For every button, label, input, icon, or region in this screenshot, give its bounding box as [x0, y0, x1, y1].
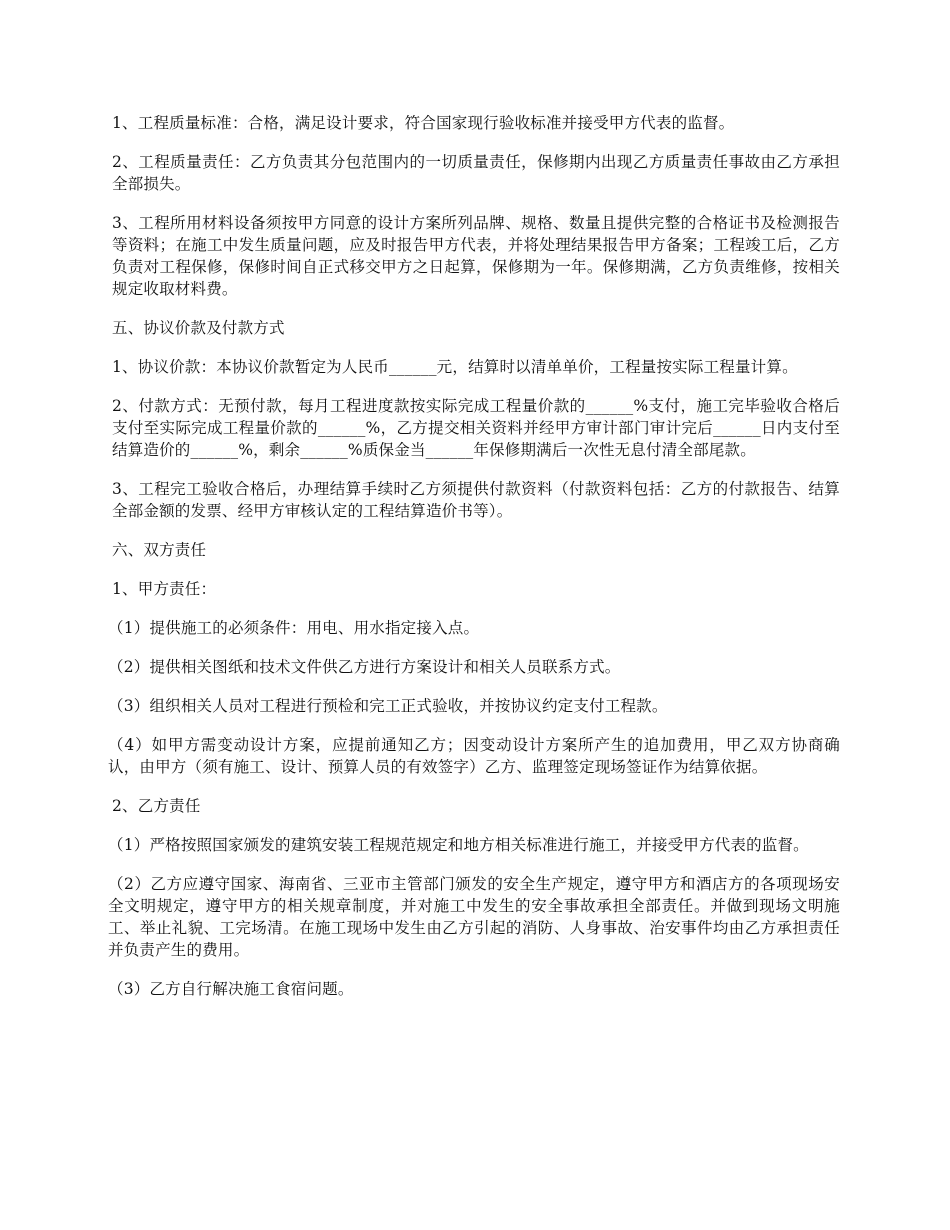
- agreement-price-paragraph: 1、协议价款：本协议价款暂定为人民币______元，结算时以清单单价，工程量按实际工程量计算。: [112, 358, 798, 376]
- section-heading-price-payment: 五、协议价款及付款方式: [112, 319, 285, 337]
- document-page: [108, 112, 840, 1017]
- party-b-responsibility-heading: 2、乙方责任: [112, 797, 201, 815]
- quality-standard-paragraph: 1、工程质量标准：合格，满足设计要求，符合国家现行验收标准并接受甲方代表的监督。: [112, 114, 735, 132]
- materials-warranty-paragraph: 3、工程所用材料设备须按甲方同意的设计方案所列品牌、规格、数量且提供完整的合格证书及检测报告等资料；在施工中发生质量问题，应及时报告甲方代表，并将处理结果报告甲方备案；工程竣工后，乙方负责对工程保修，保修时间自正式移交甲方之日起算，保修期为一年。保修期满，乙方负责维修，按相关规定收取材料费。: [112, 214, 840, 298]
- party-a-item-2: （2）提供相关图纸和技术文件供乙方进行方案设计和相关人员联系方式。: [108, 658, 621, 676]
- section-heading-responsibilities: 六、双方责任: [112, 541, 207, 559]
- party-b-item-1: （1）严格按照国家颁发的建筑安装工程规范规定和地方相关标准进行施工，并接受甲方代表的监督。: [108, 836, 809, 854]
- party-a-item-1: （1）提供施工的必须条件：用电、用水指定接入点。: [108, 619, 480, 637]
- party-b-item-3: （3）乙方自行解决施工食宿问题。: [108, 980, 354, 998]
- party-a-item-4: （4）如甲方需变动设计方案，应提前通知乙方；因变动设计方案所产生的追加费用，甲乙双方协商确认，由甲方（须有施工、设计、预算人员的有效签字）乙方、监理签定现场签证作为结算依据。: [108, 736, 840, 776]
- party-a-responsibility-heading: 1、甲方责任：: [112, 580, 217, 598]
- party-a-item-3: （3）组织相关人员对工程进行预检和完工正式验收，并按协议约定支付工程款。: [108, 697, 668, 715]
- payment-method-paragraph: 2、付款方式：无预付款，每月工程进度款按实际完成工程量价款的______%支付，施工完毕验收合格后支付至实际完成工程量价款的______%，乙方提交相关资料并经甲方审计部门审计完后______日内支付至结算造价的______%，剩余______%质保金当______年保修期满后一次性无息付清全部尾款。: [112, 397, 840, 459]
- settlement-documents-paragraph: 3、工程完工验收合格后，办理结算手续时乙方须提供付款资料（付款资料包括：乙方的付款报告、结算全部金额的发票、经甲方审核认定的工程结算造价书等）。: [112, 480, 840, 520]
- quality-responsibility-paragraph: 2、工程质量责任：乙方负责其分包范围内的一切质量责任，保修期内出现乙方质量责任事故由乙方承担全部损失。: [112, 153, 840, 193]
- party-b-item-2: （2）乙方应遵守国家、海南省、三亚市主管部门颁发的安全生产规定，遵守甲方和酒店方的各项现场安全文明规定，遵守甲方的相关规章制度，并对施工中发生的安全事故承担全部责任。并做到现场文明施工、举止礼貌、工完场清。在施工现场中发生由乙方引起的消防、人身事故、治安事件均由乙方承担责任并负责产生的费用。: [108, 875, 840, 959]
